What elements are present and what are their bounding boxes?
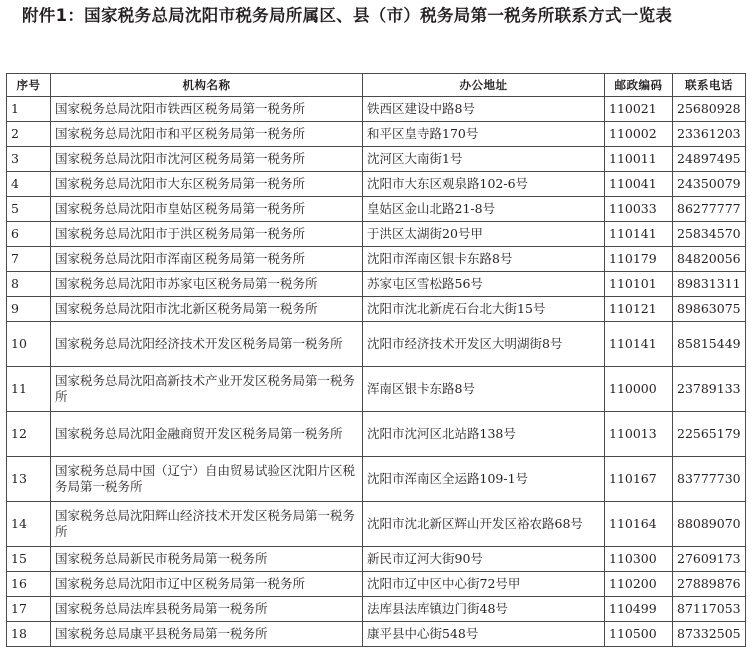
cell-name: 国家税务总局沈阳市铁西区税务局第一税务所 xyxy=(51,97,363,122)
cell-address: 沈阳市辽中区中心街72号甲 xyxy=(363,572,605,597)
cell-postcode: 110021 xyxy=(605,97,673,122)
table-row xyxy=(7,172,746,197)
table-row xyxy=(7,597,746,622)
table-row xyxy=(7,622,746,647)
cell-postcode: 110500 xyxy=(605,622,673,647)
cell-no: 12 xyxy=(7,412,51,457)
cell-no: 10 xyxy=(7,322,51,367)
cell-phone: 24350079 xyxy=(673,172,746,197)
cell-phone: 89863075 xyxy=(673,297,746,322)
cell-address: 苏家屯区雪松路56号 xyxy=(363,272,605,297)
cell-name: 国家税务总局沈阳市沈河区税务局第一税务所 xyxy=(51,147,363,172)
cell-postcode: 110002 xyxy=(605,122,673,147)
cell-name: 国家税务总局沈阳市大东区税务局第一税务所 xyxy=(51,172,363,197)
cell-postcode: 110179 xyxy=(605,247,673,272)
document-title: 附件1：国家税务总局沈阳市税务局所属区、县（市）税务局第一税务所联系方式一览表 xyxy=(22,6,673,25)
cell-phone: 24897495 xyxy=(673,147,746,172)
cell-address: 沈阳市浑南区全运路109-1号 xyxy=(363,457,605,502)
table-row xyxy=(7,297,746,322)
cell-no: 3 xyxy=(7,147,51,172)
table-row xyxy=(7,367,746,412)
cell-address: 沈阳市大东区观泉路102-6号 xyxy=(363,172,605,197)
cell-no: 5 xyxy=(7,197,51,222)
cell-address: 于洪区太湖街20号甲 xyxy=(363,222,605,247)
table-row xyxy=(7,247,746,272)
cell-postcode: 110141 xyxy=(605,322,673,367)
cell-postcode: 110041 xyxy=(605,172,673,197)
table-row xyxy=(7,457,746,502)
table-row xyxy=(7,222,746,247)
cell-postcode: 110300 xyxy=(605,547,673,572)
cell-no: 13 xyxy=(7,457,51,502)
cell-name: 国家税务总局沈阳高新技术产业开发区税务局第一税务所 xyxy=(51,367,363,412)
cell-phone: 85815449 xyxy=(673,322,746,367)
table-header-row xyxy=(7,74,746,97)
table-row xyxy=(7,97,746,122)
cell-phone: 87332505 xyxy=(673,622,746,647)
cell-name: 国家税务总局沈阳市于洪区税务局第一税务所 xyxy=(51,222,363,247)
cell-phone: 86277777 xyxy=(673,197,746,222)
cell-phone: 23789133 xyxy=(673,367,746,412)
cell-postcode: 110200 xyxy=(605,572,673,597)
cell-no: 15 xyxy=(7,547,51,572)
cell-phone: 25680928 xyxy=(673,97,746,122)
cell-postcode: 110141 xyxy=(605,222,673,247)
cell-no: 1 xyxy=(7,97,51,122)
cell-name: 国家税务总局沈阳经济技术开发区税务局第一税务所 xyxy=(51,322,363,367)
cell-no: 18 xyxy=(7,622,51,647)
table-row xyxy=(7,572,746,597)
header-postcode: 邮政编码 xyxy=(605,74,673,97)
cell-no: 6 xyxy=(7,222,51,247)
table-row xyxy=(7,197,746,222)
cell-address: 沈阳市沈河区北站路138号 xyxy=(363,412,605,457)
cell-name: 国家税务总局沈阳金融商贸开发区税务局第一税务所 xyxy=(51,412,363,457)
cell-address: 和平区皇寺路170号 xyxy=(363,122,605,147)
cell-postcode: 110164 xyxy=(605,502,673,547)
cell-phone: 87117053 xyxy=(673,597,746,622)
cell-name: 国家税务总局新民市税务局第一税务所 xyxy=(51,547,363,572)
cell-name: 国家税务总局沈阳市皇姑区税务局第一税务所 xyxy=(51,197,363,222)
header-address: 办公地址 xyxy=(363,74,605,97)
cell-no: 14 xyxy=(7,502,51,547)
cell-postcode: 110033 xyxy=(605,197,673,222)
cell-no: 4 xyxy=(7,172,51,197)
cell-postcode: 110101 xyxy=(605,272,673,297)
cell-name: 国家税务总局中国（辽宁）自由贸易试验区沈阳片区税务局第一税务所 xyxy=(51,457,363,502)
cell-postcode: 110000 xyxy=(605,367,673,412)
cell-postcode: 110167 xyxy=(605,457,673,502)
table-row xyxy=(7,322,746,367)
cell-phone: 84820056 xyxy=(673,247,746,272)
cell-postcode: 110499 xyxy=(605,597,673,622)
cell-address: 铁西区建设中路8号 xyxy=(363,97,605,122)
cell-postcode: 110011 xyxy=(605,147,673,172)
table-row xyxy=(7,147,746,172)
cell-postcode: 110013 xyxy=(605,412,673,457)
cell-name: 国家税务总局康平县税务局第一税务所 xyxy=(51,622,363,647)
cell-address: 沈阳市沈北新虎石台北大街15号 xyxy=(363,297,605,322)
header-no: 序号 xyxy=(7,74,51,97)
cell-address: 康平县中心街548号 xyxy=(363,622,605,647)
table-row xyxy=(7,412,746,457)
cell-address: 沈阳市沈北新区辉山开发区裕农路68号 xyxy=(363,502,605,547)
cell-phone: 25834570 xyxy=(673,222,746,247)
cell-address: 新民市辽河大街90号 xyxy=(363,547,605,572)
table-row xyxy=(7,122,746,147)
cell-name: 国家税务总局沈阳市苏家屯区税务局第一税务所 xyxy=(51,272,363,297)
cell-name: 国家税务总局法库县税务局第一税务所 xyxy=(51,597,363,622)
cell-phone: 88089070 xyxy=(673,502,746,547)
cell-name: 国家税务总局沈阳市浑南区税务局第一税务所 xyxy=(51,247,363,272)
cell-address: 浑南区银卡东路8号 xyxy=(363,367,605,412)
cell-phone: 83777730 xyxy=(673,457,746,502)
cell-phone: 22565179 xyxy=(673,412,746,457)
cell-phone: 89831311 xyxy=(673,272,746,297)
cell-phone: 27889876 xyxy=(673,572,746,597)
cell-address: 沈阳市经济技术开发区大明湖街8号 xyxy=(363,322,605,367)
cell-no: 9 xyxy=(7,297,51,322)
cell-name: 国家税务总局沈阳市和平区税务局第一税务所 xyxy=(51,122,363,147)
cell-no: 8 xyxy=(7,272,51,297)
header-phone: 联系电话 xyxy=(673,74,746,97)
cell-phone: 23361203 xyxy=(673,122,746,147)
table-row xyxy=(7,547,746,572)
table-row xyxy=(7,502,746,547)
cell-name: 国家税务总局沈阳辉山经济技术开发区税务局第一税务所 xyxy=(51,502,363,547)
cell-no: 17 xyxy=(7,597,51,622)
cell-phone: 27609173 xyxy=(673,547,746,572)
contacts-table xyxy=(6,73,746,647)
cell-postcode: 110121 xyxy=(605,297,673,322)
cell-address: 皇姑区金山北路21-8号 xyxy=(363,197,605,222)
cell-name: 国家税务总局沈阳市沈北新区税务局第一税务所 xyxy=(51,297,363,322)
cell-no: 16 xyxy=(7,572,51,597)
cell-no: 2 xyxy=(7,122,51,147)
header-name: 机构名称 xyxy=(51,74,363,97)
cell-no: 11 xyxy=(7,367,51,412)
cell-no: 7 xyxy=(7,247,51,272)
cell-address: 沈河区大南街1号 xyxy=(363,147,605,172)
cell-address: 沈阳市浑南区银卡东路8号 xyxy=(363,247,605,272)
table-row xyxy=(7,272,746,297)
cell-name: 国家税务总局沈阳市辽中区税务局第一税务所 xyxy=(51,572,363,597)
cell-address: 法库县法库镇边门街48号 xyxy=(363,597,605,622)
